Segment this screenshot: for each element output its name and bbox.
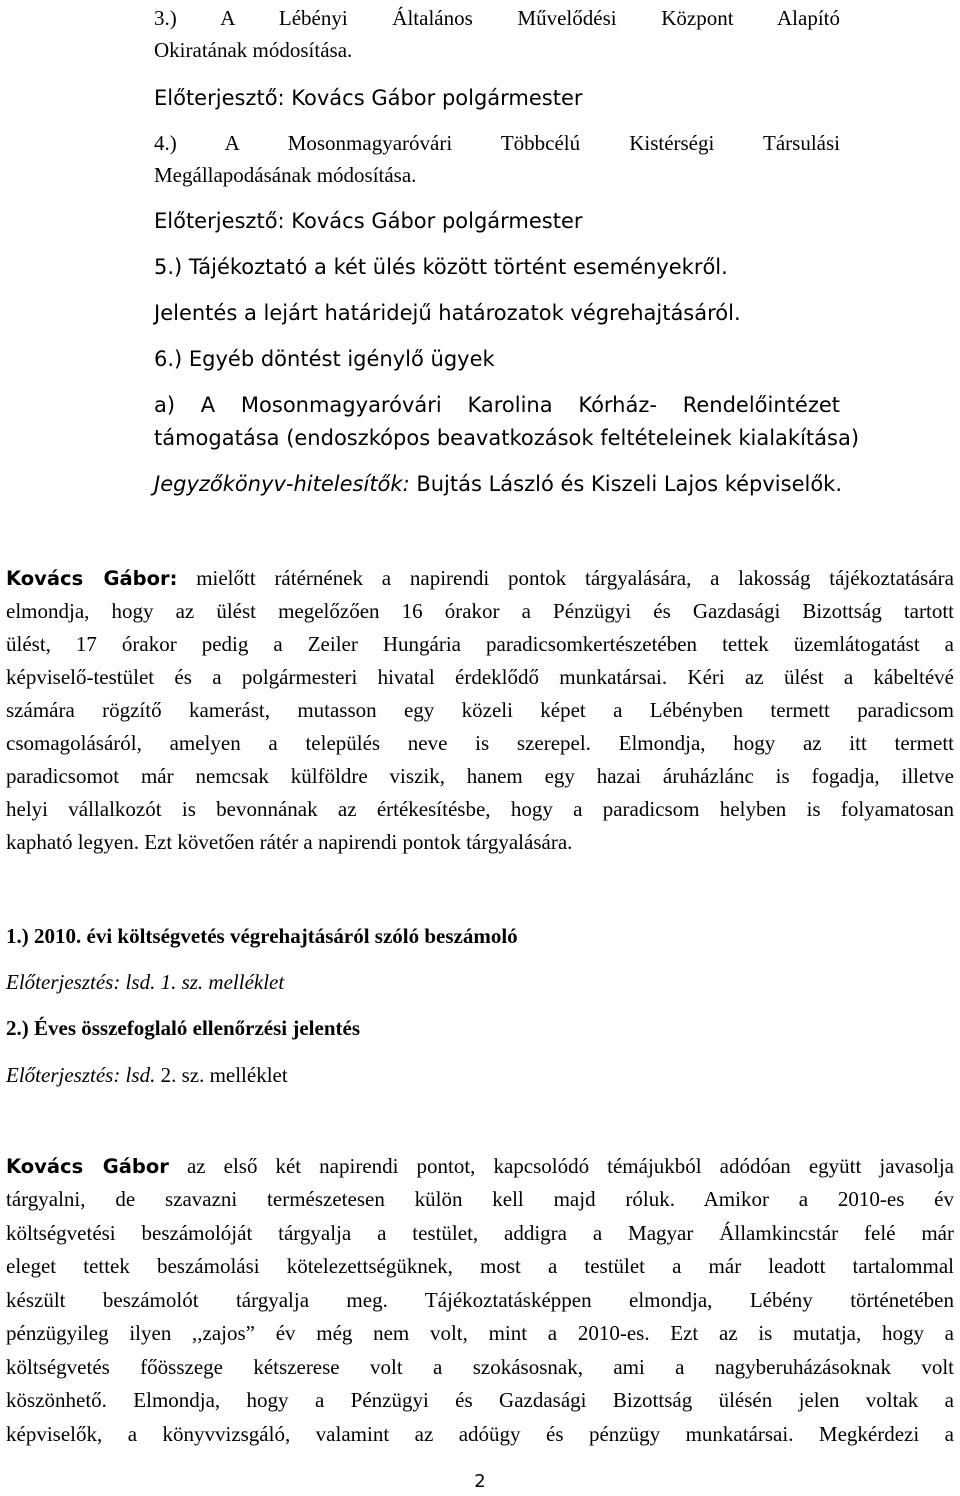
para2-line-5: készült beszámolót tárgyalja meg. Tájékoztatásképpen elmondja, Lébény történetében [6, 1288, 954, 1312]
agenda-item-3-line1: 3.) A Lébényi Általános Művelődési Központ Alapító [154, 6, 840, 30]
section-1-title: 1.) 2010. évi költségvetés végrehajtásáról szóló beszámoló [6, 924, 518, 948]
para2-line-8: köszönhető. Elmondja, hogy a Pénzügyi és Gazdasági Bizottság ülésén jelen voltak a [6, 1388, 954, 1412]
para1-line-4: képviselő-testület és a polgármesteri hivatal érdeklődő munkatársai. Kéri az ülést a kábeltévé [6, 665, 954, 689]
agenda-item-4-line1: 4.) A Mosonmagyaróvári Többcélú Kistérségi Társulási [154, 131, 840, 155]
section-2-reference [6, 1060, 960, 1090]
section-2-title: 2.) Éves összefoglaló ellenőrzési jelentés [6, 1016, 360, 1040]
para1-line-1-text: mielőtt rátérnének a napirendi pontok tárgyalására, a lakosság tájékoztatására [177, 566, 954, 590]
agenda-item-5-line2: Jelentés a lejárt határidejű határozatok végrehajtásáról. [154, 301, 741, 325]
para1-line-8: helyi vállalkozót is bevonnának az értékesítésbe, hogy a paradicsom helyben is folyamatosan [6, 797, 954, 821]
para1-line-1 [6, 563, 954, 593]
section-1-reference: Előterjesztés: lsd. 1. sz. melléklet [6, 970, 285, 994]
para1-line-3: ülést, 17 órakor pedig a Zeiler Hungária paradicsomkertészetében tettek üzemlátogatást a [6, 632, 954, 656]
agenda-item-6a-line1: a) A Mosonmagyaróvári Karolina Kórház- Rendelőintézet [154, 393, 840, 417]
authenticators-names: Bujtás László és Kiszeli Lajos képviselők. [409, 472, 843, 496]
para2-line-1 [6, 1151, 954, 1181]
section-2-reference-italic: Előterjesztés: lsd. [6, 1063, 156, 1087]
section-2-reference-rest: 2. sz. melléklet [155, 1063, 288, 1087]
para1-line-7: paradicsomot már nemcsak külföldre viszik, hanem egy hazai áruházlánc is fogadja, illetve [6, 764, 954, 788]
para2-line-3: költségvetési beszámolóját tárgyalja a testület, addigra a Magyar Államkincstár felé már [6, 1221, 954, 1245]
agenda-item-6-line1: 6.) Egyéb döntést igénylő ügyek [154, 347, 495, 371]
para1-speaker: Kovács Gábor: [6, 567, 178, 590]
para1-line-5: számára rögzítő kamerást, mutasson egy közeli képet a Lébényben termett paradicsom [6, 698, 954, 722]
authenticators-label: Jegyzőkönyv-hitelesítők: [154, 472, 410, 496]
para2-line-7: költségvetés főösszege kétszerese volt a szokásosnak, ami a nagyberuházásoknak volt [6, 1355, 954, 1379]
para1-line-9: kapható legyen. Ezt követően rátér a napirendi pontok tárgyalására. [6, 830, 573, 854]
para2-speaker: Kovács Gábor [6, 1155, 169, 1178]
agenda-item-3-presenter: Előterjesztő: Kovács Gábor polgármester [154, 86, 583, 110]
para2-line-1-text: az első két napirendi pontot, kapcsolódó témájukból adódóan együtt javasolja [168, 1154, 954, 1178]
para2-line-6: pénzügyileg ilyen ,,zajos” év még nem volt, mint a 2010-es. Ezt az is mutatja, hogy a [6, 1321, 954, 1345]
agenda-item-3-line2: Okiratának módosítása. [154, 38, 353, 62]
para2-line-4: eleget tettek beszámolási kötelezettségüknek, most a testület a már leadott tartalommal [6, 1254, 954, 1278]
agenda-item-6a-line2: támogatása (endoszkópos beavatkozások feltételeinek kialakítása) [154, 426, 860, 450]
para1-line-6: csomagolásáról, amelyen a település neve is szerepel. Elmondja, hogy az itt termett [6, 731, 954, 755]
page-number: 2 [474, 1471, 486, 1492]
agenda-item-4-line2: Megállapodásának módosítása. [154, 163, 417, 187]
agenda-item-5-line1: 5.) Tájékoztató a két ülés között történt eseményekről. [154, 255, 728, 279]
para2-line-9: képviselők, a könyvvizsgáló, valamint az adóügy és pénzügy munkatársai. Megkérdezi a [6, 1422, 954, 1446]
para2-line-2: tárgyalni, de szavazni természetesen külön kell majd róluk. Amikor a 2010-es év [6, 1187, 954, 1211]
agenda-item-4-presenter: Előterjesztő: Kovács Gábor polgármester [154, 209, 583, 233]
authenticators-line [154, 469, 960, 499]
para1-line-2: elmondja, hogy az ülést megelőzően 16 órakor a Pénzügyi és Gazdasági Bizottság tartott [6, 599, 954, 623]
